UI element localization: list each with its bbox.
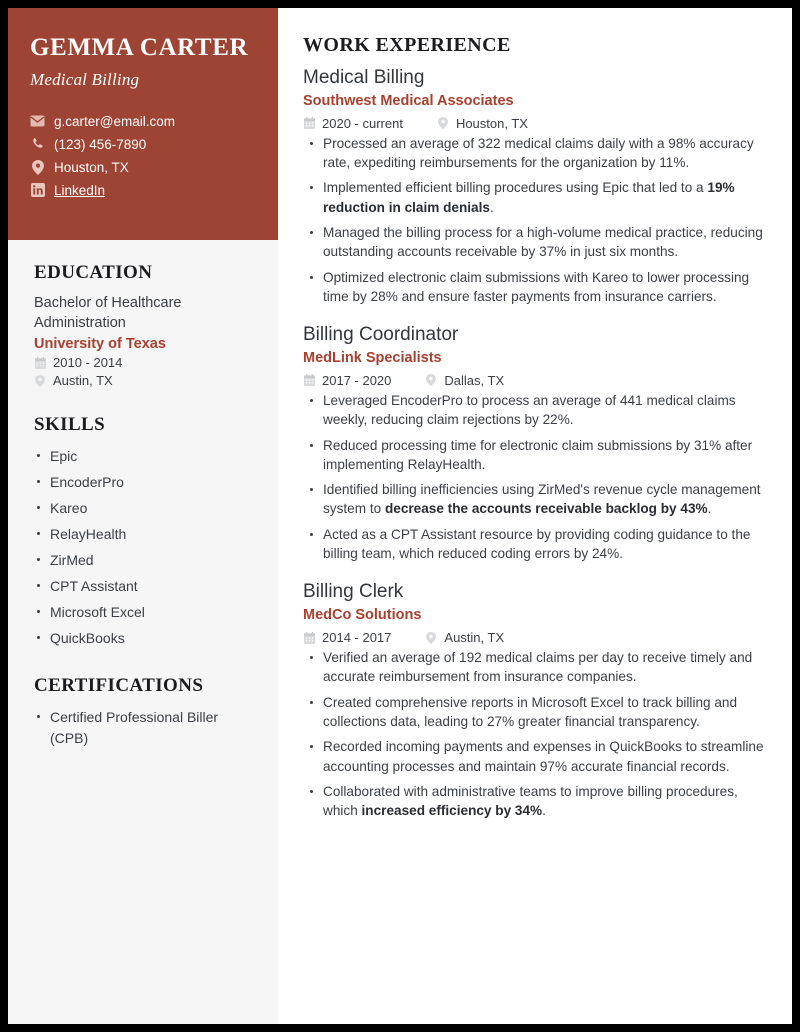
education-location bbox=[34, 373, 256, 388]
job-list bbox=[303, 67, 770, 821]
bullet-highlight: 19% reduction in claim denials bbox=[323, 180, 735, 215]
list-item: QuickBooks bbox=[34, 628, 256, 649]
education-school: University of Texas bbox=[34, 336, 166, 353]
page-title: GEMMA CARTER bbox=[30, 34, 249, 61]
list-item: Kareo bbox=[34, 498, 256, 519]
certifications-heading: CERTIFICATIONS bbox=[34, 675, 204, 697]
list-item: Managed the billing process for a high-volume medical practice, reducing outstanding accounts receivable by 37% in just six months. bbox=[303, 223, 770, 262]
education-location-text: Austin, TX bbox=[53, 373, 113, 389]
location-pin-icon bbox=[437, 117, 449, 129]
job-location bbox=[437, 116, 528, 131]
envelope-icon bbox=[30, 114, 45, 129]
contact-linkedin[interactable] bbox=[30, 183, 256, 198]
contact-location-text: Houston, TX bbox=[54, 159, 129, 175]
sidebar bbox=[8, 8, 278, 1024]
education-section bbox=[34, 262, 256, 388]
job-dates bbox=[303, 116, 403, 131]
job-company: MedCo Solutions bbox=[303, 607, 422, 624]
education-degree: Bachelor of Healthcare Administration bbox=[34, 295, 182, 331]
contact-email-text: g.carter@email.com bbox=[54, 113, 175, 129]
job-dates bbox=[303, 373, 391, 388]
job-meta bbox=[303, 627, 770, 645]
job-entry bbox=[303, 581, 770, 820]
list-item: ZirMed bbox=[34, 550, 256, 571]
contact-email[interactable] bbox=[30, 114, 256, 129]
list-item: Identified billing inefficiencies using ZirMed's revenue cycle management system to decrease the accounts receivable backlog by 43%. bbox=[303, 480, 770, 519]
job-dates-text: 2020 - current bbox=[322, 115, 403, 131]
job-title: Medical Billing bbox=[303, 67, 425, 88]
bullet-highlight: decrease the accounts receivable backlog by 43% bbox=[384, 501, 708, 517]
list-item: Recorded incoming payments and expenses in QuickBooks to streamline accounting processes and maintain 97% accurate financial records. bbox=[303, 737, 770, 776]
main-content bbox=[278, 8, 792, 839]
contact-location bbox=[30, 160, 256, 175]
certifications-section bbox=[34, 675, 256, 749]
list-item: CPT Assistant bbox=[34, 576, 256, 597]
list-item: Epic bbox=[34, 446, 256, 467]
job-company: Southwest Medical Associates bbox=[303, 92, 514, 109]
skills-heading: SKILLS bbox=[34, 414, 106, 436]
location-pin-icon bbox=[425, 632, 437, 644]
sidebar-body bbox=[8, 240, 278, 749]
list-item: Processed an average of 322 medical claims daily with a 98% accuracy rate, expediting reimbursements for the organization by 11%. bbox=[303, 134, 770, 173]
list-item: Created comprehensive reports in Microsoft Excel to track billing and collections data, leading to 27% greater financial transparency. bbox=[303, 693, 770, 732]
list-item: Implemented efficient billing procedures using Epic that led to a 19% reduction in claim denials. bbox=[303, 178, 770, 217]
list-item: Leveraged EncoderPro to process an average of 441 medical claims weekly, reducing claim rejections by 22%. bbox=[303, 391, 770, 430]
job-title: Billing Clerk bbox=[303, 581, 404, 603]
linkedin-icon bbox=[30, 183, 45, 198]
job-location bbox=[425, 373, 504, 388]
calendar-icon bbox=[34, 357, 46, 369]
list-item: Verified an average of 192 medical claims per day to receive timely and accurate reimbursement from insurance companies. bbox=[303, 648, 770, 687]
job-dates-text: 2014 - 2017 bbox=[322, 630, 392, 646]
resume-page bbox=[8, 8, 792, 1024]
list-item: Optimized electronic claim submissions with Kareo to lower processing time by 28% and ensure faster payments from insurance carriers. bbox=[303, 268, 770, 307]
job-location bbox=[425, 630, 504, 645]
list-item: Acted as a CPT Assistant resource by providing coding guidance to the billing team, which reduced coding errors by 24%. bbox=[303, 525, 770, 564]
phone-icon bbox=[30, 137, 45, 152]
list-item: Collaborated with administrative teams to improve billing procedures, which increased efficiency by 34%. bbox=[303, 782, 770, 821]
location-pin-icon bbox=[425, 374, 437, 386]
work-experience-heading: WORK EXPERIENCE bbox=[303, 34, 511, 56]
skills-section bbox=[34, 414, 256, 649]
job-entry bbox=[303, 324, 770, 563]
job-location-text: Houston, TX bbox=[455, 115, 528, 131]
job-company: MedLink Specialists bbox=[303, 349, 442, 366]
sidebar-header bbox=[8, 8, 278, 240]
job-bullet-list bbox=[303, 134, 770, 306]
contact-list bbox=[30, 114, 256, 198]
job-meta bbox=[303, 370, 770, 388]
job-dates-text: 2017 - 2020 bbox=[322, 372, 392, 388]
headline-subtitle: Medical Billing bbox=[30, 69, 140, 89]
list-item: EncoderPro bbox=[34, 472, 256, 493]
job-dates bbox=[303, 630, 391, 645]
certifications-list bbox=[34, 707, 256, 749]
education-heading: EDUCATION bbox=[34, 262, 153, 283]
job-bullet-list bbox=[303, 648, 770, 820]
calendar-icon bbox=[303, 632, 315, 644]
bullet-highlight: increased efficiency by 34% bbox=[361, 803, 543, 819]
job-location-text: Dallas, TX bbox=[444, 372, 505, 388]
job-bullet-list bbox=[303, 391, 770, 563]
list-item: Certified Professional Biller (CPB) bbox=[34, 707, 256, 749]
job-location-text: Austin, TX bbox=[444, 630, 505, 646]
calendar-icon bbox=[303, 374, 315, 386]
job-title: Billing Coordinator bbox=[303, 324, 459, 346]
location-pin-icon bbox=[34, 375, 46, 387]
list-item: RelayHealth bbox=[34, 524, 256, 545]
location-pin-icon bbox=[30, 160, 45, 175]
contact-linkedin-link[interactable]: LinkedIn bbox=[54, 182, 106, 198]
job-meta bbox=[303, 113, 770, 131]
list-item: Reduced processing time for electronic claim submissions by 31% after implementing RelayHealth. bbox=[303, 436, 770, 475]
contact-phone-text: (123) 456-7890 bbox=[54, 136, 147, 152]
education-dates bbox=[34, 355, 256, 370]
skills-list bbox=[34, 446, 256, 649]
job-entry bbox=[303, 67, 770, 306]
education-dates-text: 2010 - 2014 bbox=[53, 355, 123, 371]
contact-phone[interactable] bbox=[30, 137, 256, 152]
list-item: Microsoft Excel bbox=[34, 602, 256, 623]
calendar-icon bbox=[303, 117, 315, 129]
